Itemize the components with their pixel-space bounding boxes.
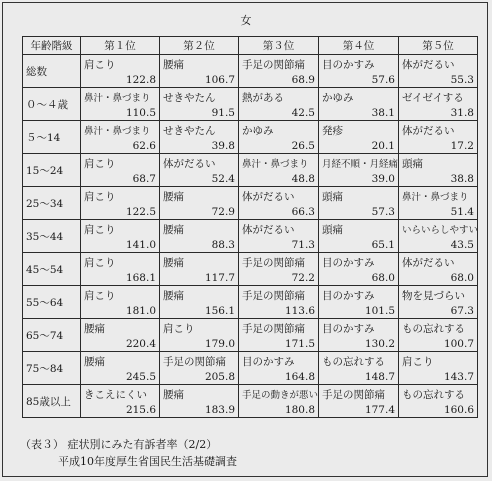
symptom-rate: 183.9 (204, 404, 235, 416)
symptom-name: 肩こり (402, 356, 434, 368)
symptom-name: 手足の関節痛 (242, 257, 305, 269)
rank-cell (399, 352, 478, 385)
symptom-rate: 164.8 (284, 371, 315, 383)
header-rank-5: 第５位 (399, 37, 478, 55)
rank-cell (160, 253, 239, 286)
rank-cell (319, 319, 399, 352)
symptom-name: 月経不順・月経痛 (322, 159, 399, 170)
rank-cell (239, 88, 319, 121)
rank-cell (160, 121, 239, 154)
symptom-name: きこえにくい (84, 389, 147, 401)
rank-cell (160, 385, 239, 418)
symptom-rate: 130.2 (364, 338, 395, 350)
age-group-cell: 総数 (23, 55, 81, 88)
symptom-name: 手足の関節痛 (322, 389, 385, 401)
table-row (23, 286, 478, 319)
symptom-rate: 62.6 (132, 140, 156, 152)
rank-cell (399, 88, 478, 121)
symptom-name: 肩こり (84, 257, 116, 269)
rank-cell (319, 352, 399, 385)
symptom-name: 腰痛 (163, 389, 184, 401)
symptom-name: 肩こり (84, 290, 116, 302)
symptom-name: 手足の関節痛 (242, 290, 305, 302)
table-row (23, 55, 478, 88)
symptom-rate: 101.5 (364, 305, 395, 317)
table-header-row (23, 37, 478, 55)
symptom-name: 体がだるい (402, 257, 455, 269)
rank-cell (239, 286, 319, 319)
rank-cell (160, 220, 239, 253)
symptom-name: 腰痛 (163, 257, 184, 269)
symptom-name: せきやたん (163, 92, 216, 104)
symptom-rate: 38.8 (450, 173, 474, 185)
symptom-rate: 148.7 (364, 371, 395, 383)
table-row (23, 187, 478, 220)
symptom-rate: 42.5 (291, 107, 315, 119)
symptom-rate: 205.8 (204, 371, 235, 383)
symptom-rate: 68.0 (450, 272, 474, 284)
symptom-rate: 68.7 (132, 173, 156, 185)
symptom-rate: 71.3 (291, 239, 315, 251)
symptom-name: もの忘れする (402, 389, 465, 401)
rank-cell (239, 319, 319, 352)
symptom-name: 頭痛 (322, 224, 343, 236)
rank-cell (239, 385, 319, 418)
age-group-cell: 55～64 (23, 286, 81, 319)
symptom-name: 肩こり (84, 191, 116, 203)
age-group-cell: 35～44 (23, 220, 81, 253)
symptom-rate: 220.4 (125, 338, 156, 350)
table-row (23, 319, 478, 352)
symptom-name: 目のかすみ (322, 323, 375, 335)
rank-cell (399, 385, 478, 418)
rank-cell (239, 220, 319, 253)
table-row (23, 385, 478, 418)
symptom-rate: 177.4 (364, 404, 395, 416)
symptom-rate: 122.5 (125, 206, 156, 218)
symptom-name: 腰痛 (163, 59, 184, 71)
symptom-name: 目のかすみ (322, 290, 375, 302)
symptom-name: 手足の関節痛 (242, 323, 305, 335)
symptom-rate: 215.6 (125, 404, 156, 416)
symptom-rate: 72.2 (291, 272, 315, 284)
rank-cell (319, 187, 399, 220)
symptom-rate: 43.5 (450, 239, 474, 251)
symptom-rate: 31.8 (450, 107, 474, 119)
symptom-rate: 39.8 (211, 140, 235, 152)
symptom-rate: 48.8 (291, 173, 315, 185)
symptom-rate: 72.9 (211, 206, 235, 218)
rank-cell (239, 121, 319, 154)
rank-cell (81, 253, 160, 286)
rank-cell (319, 154, 399, 187)
rank-cell (399, 187, 478, 220)
symptom-rate: 17.2 (450, 140, 474, 152)
header-rank-2: 第２位 (160, 37, 239, 55)
symptom-name: 肩こり (84, 59, 116, 71)
rank-cell (160, 154, 239, 187)
symptom-rate: 65.1 (371, 239, 395, 251)
symptom-rate: 66.3 (291, 206, 315, 218)
symptom-rate: 68.9 (291, 74, 315, 86)
rank-cell (160, 319, 239, 352)
rank-cell (319, 385, 399, 418)
page-title: 女 (240, 14, 252, 27)
symptom-name: 体がだるい (242, 191, 295, 203)
rank-cell (239, 253, 319, 286)
symptom-name: 腰痛 (163, 290, 184, 302)
symptom-rate: 52.4 (211, 173, 235, 185)
symptom-name: 腰痛 (84, 356, 105, 368)
symptom-rate: 141.0 (125, 239, 156, 251)
age-group-cell: 45～54 (23, 253, 81, 286)
symptom-name: 頭痛 (402, 158, 423, 170)
table-row (23, 253, 478, 286)
caption-line-1: （表３） 症状別にみた有訴者率（2/2） (20, 438, 218, 451)
symptom-name: 目のかすみ (322, 257, 375, 269)
rank-cell (81, 88, 160, 121)
rank-cell (399, 319, 478, 352)
symptom-name: 鼻汁・鼻づまり (84, 126, 151, 137)
table-row (23, 220, 478, 253)
symptom-name: 熱がある (242, 92, 284, 104)
symptom-name: ゼイゼイする (402, 92, 464, 104)
rank-cell (399, 220, 478, 253)
rank-cell (399, 154, 478, 187)
rank-cell (399, 121, 478, 154)
symptom-name: 体がだるい (402, 59, 455, 71)
symptom-rate: 67.3 (450, 305, 474, 317)
rank-cell (81, 187, 160, 220)
symptom-rate: 39.0 (371, 173, 395, 185)
symptom-rate: 168.1 (125, 272, 156, 284)
symptom-rate-table (22, 36, 478, 418)
age-group-cell: ０～４歳 (23, 88, 81, 121)
symptom-rate: 160.6 (443, 404, 474, 416)
rank-cell (399, 253, 478, 286)
rank-cell (160, 88, 239, 121)
rank-cell (319, 286, 399, 319)
age-group-cell: 85歳以上 (23, 385, 81, 418)
symptom-name: 肩こり (163, 323, 195, 335)
rank-cell (319, 220, 399, 253)
symptom-name: 手足の関節痛 (242, 59, 305, 71)
symptom-name: 体がだるい (163, 158, 216, 170)
symptom-rate: 117.7 (204, 272, 235, 284)
rank-cell (81, 154, 160, 187)
symptom-rate: 91.5 (211, 107, 235, 119)
table-caption (20, 436, 237, 470)
header-rank-1: 第１位 (81, 37, 160, 55)
rank-cell (319, 55, 399, 88)
symptom-name: 肩こり (84, 224, 116, 236)
symptom-rate: 179.0 (204, 338, 235, 350)
rank-cell (239, 55, 319, 88)
symptom-name: いらいらしやすい (402, 225, 479, 236)
table-row (23, 88, 478, 121)
symptom-name: 物を見づらい (402, 290, 465, 302)
rank-cell (239, 187, 319, 220)
symptom-name: 頭痛 (322, 191, 343, 203)
symptom-name: 腰痛 (84, 323, 105, 335)
symptom-rate: 100.7 (443, 338, 474, 350)
symptom-name: 手足の動きが悪い (242, 390, 319, 401)
age-group-cell: 75～84 (23, 352, 81, 385)
age-group-cell: ５～14 (23, 121, 81, 154)
symptom-rate: 110.5 (125, 107, 156, 119)
age-group-cell: 15～24 (23, 154, 81, 187)
symptom-rate: 245.5 (125, 371, 156, 383)
rank-cell (81, 286, 160, 319)
symptom-name: かゆみ (242, 125, 274, 137)
header-age-group: 年齢階級 (23, 37, 81, 55)
symptom-rate: 57.3 (371, 206, 395, 218)
rank-cell (160, 55, 239, 88)
symptom-rate: 181.0 (125, 305, 156, 317)
symptom-name: 肩こり (84, 158, 116, 170)
symptom-rate: 68.0 (371, 272, 395, 284)
symptom-name: 鼻汁・鼻づまり (402, 192, 469, 203)
symptom-rate: 143.7 (443, 371, 474, 383)
symptom-name: もの忘れする (322, 356, 385, 368)
rank-cell (319, 88, 399, 121)
symptom-rate: 106.7 (204, 74, 235, 86)
symptom-rate: 26.5 (291, 140, 315, 152)
rank-cell (239, 352, 319, 385)
symptom-rate: 113.6 (284, 305, 315, 317)
table-row (23, 154, 478, 187)
symptom-name: 体がだるい (402, 125, 455, 137)
table-row (23, 352, 478, 385)
symptom-name: 体がだるい (242, 224, 295, 236)
symptom-rate: 122.8 (125, 74, 156, 86)
rank-cell (81, 385, 160, 418)
caption-line-2: 平成10年度厚生省国民生活基礎調査 (58, 455, 237, 468)
symptom-name: 鼻汁・鼻づまり (84, 93, 151, 104)
symptom-rate: 88.3 (211, 239, 235, 251)
rank-cell (319, 253, 399, 286)
rank-cell (81, 55, 160, 88)
symptom-rate: 180.8 (284, 404, 315, 416)
rank-cell (81, 121, 160, 154)
age-group-cell: 25～34 (23, 187, 81, 220)
symptom-rate: 55.3 (450, 74, 474, 86)
rank-cell (160, 352, 239, 385)
rank-cell (81, 352, 160, 385)
symptom-name: 発疹 (322, 125, 343, 137)
rank-cell (160, 187, 239, 220)
symptom-name: もの忘れする (402, 323, 465, 335)
symptom-name: かゆみ (322, 92, 354, 104)
symptom-rate: 171.5 (284, 338, 315, 350)
header-rank-3: 第３位 (239, 37, 319, 55)
rank-cell (399, 55, 478, 88)
rank-cell (319, 121, 399, 154)
symptom-rate: 38.1 (371, 107, 395, 119)
symptom-rate: 156.1 (204, 305, 235, 317)
symptom-name: 腰痛 (163, 191, 184, 203)
symptom-name: せきやたん (163, 125, 216, 137)
symptom-name: 腰痛 (163, 224, 184, 236)
table-row (23, 121, 478, 154)
symptom-name: 手足の関節痛 (163, 356, 226, 368)
symptom-name: 目のかすみ (242, 356, 295, 368)
rank-cell (239, 154, 319, 187)
symptom-name: 鼻汁・鼻づまり (242, 159, 309, 170)
header-rank-4: 第４位 (319, 37, 399, 55)
symptom-rate: 20.1 (371, 140, 395, 152)
symptom-name: 目のかすみ (322, 59, 375, 71)
rank-cell (399, 286, 478, 319)
age-group-cell: 65～74 (23, 319, 81, 352)
rank-cell (81, 319, 160, 352)
rank-cell (160, 286, 239, 319)
rank-cell (81, 220, 160, 253)
symptom-rate: 57.6 (371, 74, 395, 86)
symptom-rate: 51.4 (450, 206, 474, 218)
